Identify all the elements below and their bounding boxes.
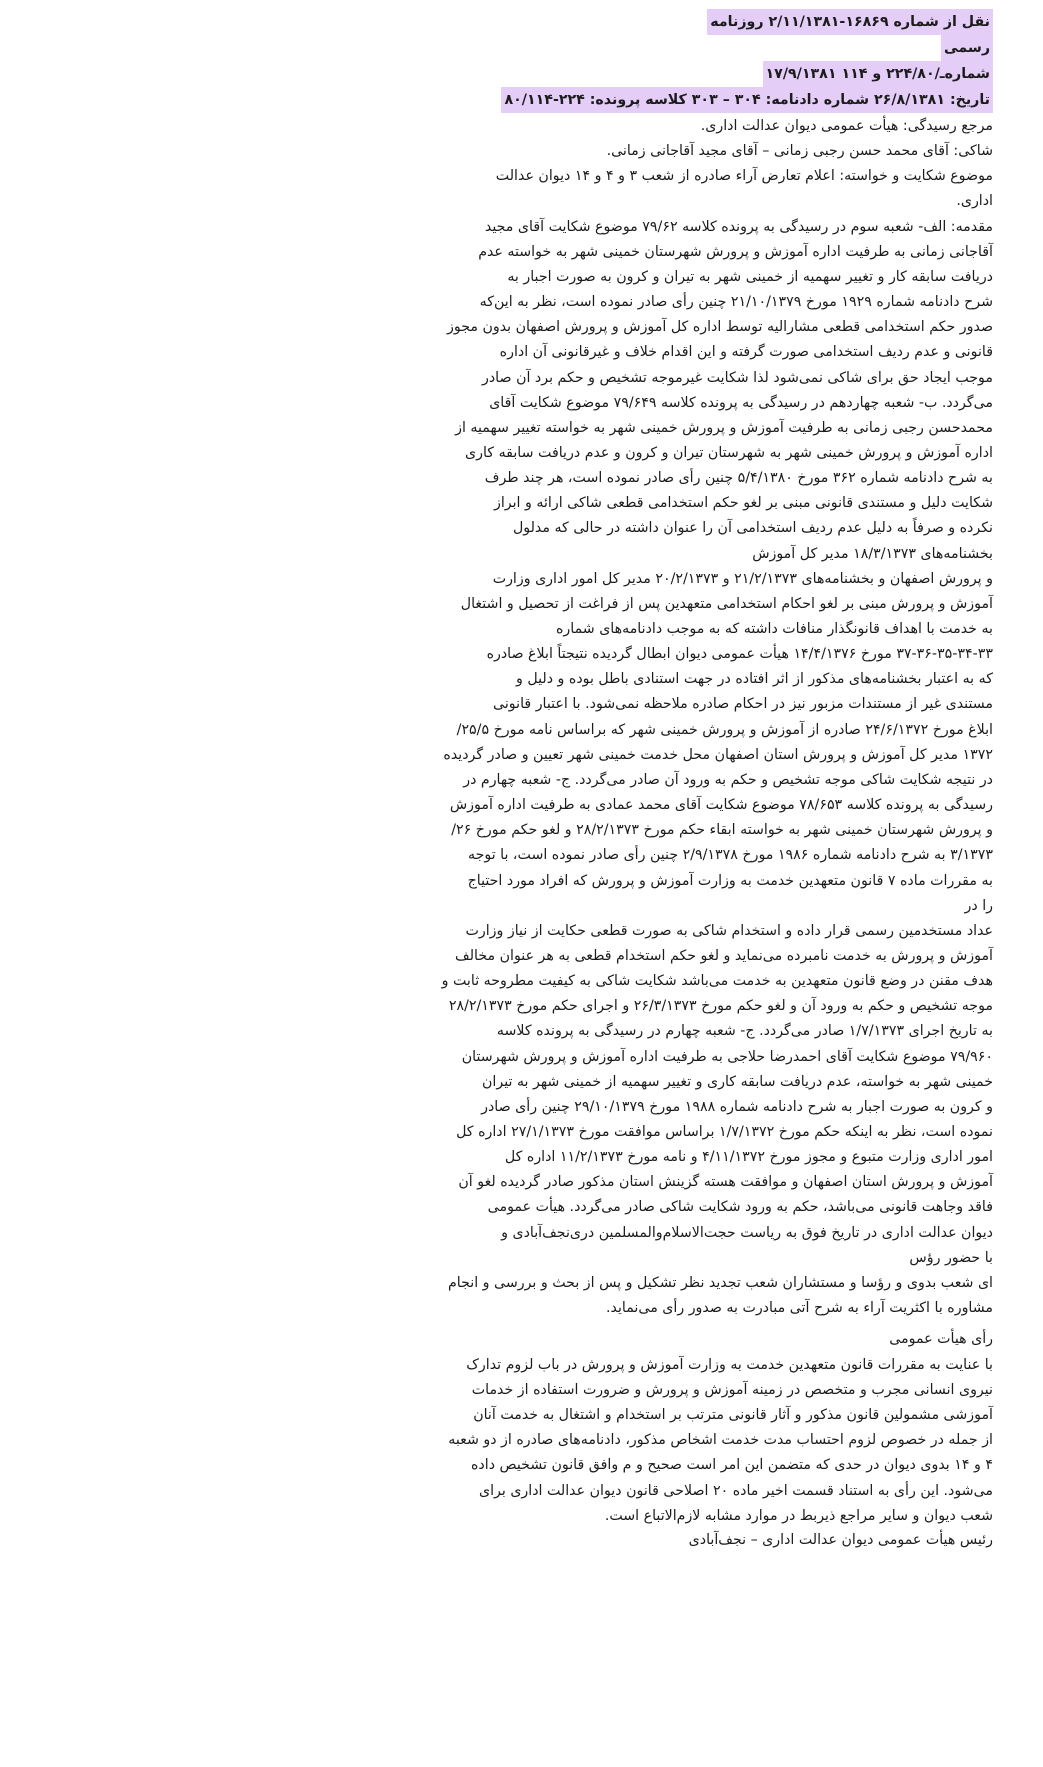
body-line: ای شعب بدوی و رؤسا و مستشاران شعب تجدید نظر تشکیل و پس از بحث و بررسی و انجام xyxy=(448,1275,993,1291)
ruling-title: رأی هیأت عمومی xyxy=(889,1331,993,1347)
body-line: موجب ایجاد حق برای شاکی نمی‌شود لذا شکایت غیرموجه تشخیص و حکم برد آن صادر xyxy=(482,370,993,386)
body-line: آقاجانی زمانی به طرفیت اداره آموزش و پرورش شهرستان خمینی شهر به خواسته عدم xyxy=(478,244,993,260)
body-line: به مقررات ماده ۷ قانون متعهدین خدمت به وزارت آموزش و پرورش که افراد مورد احتیاج xyxy=(467,873,993,889)
body-line: نکرده و صرفاً به دلیل عدم ردیف استخدامی آن را عنوان داشته در حالی که مدلول xyxy=(512,520,993,536)
body-line: اداری. xyxy=(956,193,993,209)
body-line: هدف مقنن در وضع قانون متعهدین به خدمت می‌باشد شکایت شاکی به کیفیت مطروحه ثابت و xyxy=(441,973,993,989)
ruling-line: آموزشی مشمولین قانون مذکور و آثار قانونی مترتب بر استخدام و اشتغال به خدمت آنان xyxy=(473,1407,993,1423)
body-line: فاقد وجاهت قانونی می‌باشد، حکم به ورود شکایت شاکی صادر می‌گردد. هیأت عمومی xyxy=(487,1199,993,1215)
body-line: مرجع رسیدگی: هیأت عمومی دیوان عدالت اداری. xyxy=(700,118,993,134)
body-line: در نتیجه شکایت شاکی موجه تشخیص و حکم به ورود آن صادر می‌گردد. ج- شعبه چهارم در xyxy=(463,772,993,788)
body-line: امور اداری وزارت متبوع و مجوز مورخ ۴/۱۱/۱۳۷۲ و نامه مورخ ۱۱/۲/۱۳۷۳ اداره کل xyxy=(504,1149,993,1165)
body-line: خمینی شهر به خواسته، عدم دریافت سابقه کاری و تغییر سهمیه از خمینی شهر به تیران xyxy=(482,1074,993,1090)
signature: رئیس هیأت عمومی دیوان عدالت اداری – نجف‌آبادی xyxy=(688,1532,993,1548)
body-line: آموزش و پرورش مبنی بر لغو احکام استخدامی متعهدین پس از فراغت از تحصیل و اشتغال xyxy=(460,596,993,612)
ruling-line: ۴ و ۱۴ بدوی دیوان در حدی که متضمن این امر است صحیح و م وافق قانون تشخیص داده xyxy=(471,1457,993,1473)
body-line: ۳/۱۳۷۳ به شرح دادنامه شماره ۱۹۸۶ مورخ ۲/۹/۱۳۷۸ چنین رأی صادر نموده است، با توجه xyxy=(467,847,993,863)
body-line: دریافت سابقه کار و تغییر سهمیه از خمینی شهر به تیران و کرون به صورت اجبار به xyxy=(507,269,993,285)
body-line: شاکی: آقای محمد حسن رجبی زمانی – آقای مجید آقاجانی زمانی. xyxy=(606,143,993,159)
body-line: مستندی غیر از مستندات مزبور نیز در احکام صادره ملاحظه نمی‌شود. با اعتبار قانونی xyxy=(493,696,993,712)
ruling-line: نیروی انسانی مجرب و متخصص در زمینه آموزش و پرورش و ضرورت استفاده از خدمات xyxy=(471,1382,993,1398)
body-line: صدور حکم استخدامی قطعی مشارالیه توسط اداره کل آموزش و پرورش اصفهان بدون مجوز xyxy=(447,319,993,335)
body-line: دیوان عدالت اداری در تاریخ فوق به ریاست حجت‌الاسلام‌والمسلمین دری‌نجف‌آبادی و xyxy=(501,1225,993,1241)
body-line: نموده است، نظر به اینکه حکم مورخ ۱/۷/۱۳۷۲ براساس موافقت مورخ ۲۷/۱/۱۳۷۳ اداره کل xyxy=(456,1124,993,1140)
body-line: محمدحسن رجبی زمانی به طرفیت آموزش و پرورش خمینی شهر به خواسته تغییر سهمیه از xyxy=(455,420,993,436)
body-line: مقدمه: الف- شعبه سوم در رسیدگی به پرونده کلاسه ۷۹/۶۲ موضوع شکایت آقای مجید xyxy=(484,219,993,235)
body-line: به شرح دادنامه شماره ۳۶۲ مورخ ۵/۴/۱۳۸۰ چنین رأی صادر نموده است، هر چند طرف xyxy=(484,470,993,486)
header-line-gazette: رسمی xyxy=(941,35,993,61)
header-line-numbers: شماره‌ـ/۲۲۴/۸۰ و ۱۱۴ ۱۷/۹/۱۳۸۱ xyxy=(763,61,993,87)
header-line-date-case: تاریخ: ۲۶/۸/۱۳۸۱ شماره دادنامه: ۳۰۴ – ۳۰۳ کلاسه پرونده: ۲۲۴-۸۰/۱۱۴ xyxy=(501,87,993,113)
body-line: بخشنامه‌های ۱۸/۳/۱۳۷۳ مدیر کل آموزش xyxy=(752,546,993,562)
body-line: به خدمت با اهداف قانونگذار منافات داشته که به موجب دادنامه‌های شماره xyxy=(555,621,993,637)
body-line: ۳۷-۳۶-۳۵-۳۴-۳۳ مورخ ۱۴/۴/۱۳۷۶ هیأت عمومی دیوان ابطال گردیده نتیجتاً ابلاغ صادره xyxy=(486,646,993,662)
body-line: می‌گردد. ب- شعبه چهاردهم در رسیدگی به پرونده کلاسه ۷۹/۶۴۹ موضوع شکایت آقای xyxy=(489,395,993,411)
body-line: موضوع شکایت و خواسته: اعلام تعارض آراء صادره از شعب ۳ و ۴ و ۱۴ دیوان عدالت xyxy=(495,168,993,184)
body-line: ۷۹/۹۶۰ موضوع شکایت آقای احمدرضا حلاجی به طرفیت اداره آموزش و پرورش شهرستان xyxy=(461,1049,993,1065)
body-line: ۱۳۷۲ مدیر کل آموزش و پرورش استان اصفهان محل خدمت خمینی شهر تعیین و صادر گردیده xyxy=(443,747,993,763)
body-line: و پرورش اصفهان و بخشنامه‌های ۲۱/۲/۱۳۷۳ و ۲۰/۲/۱۳۷۳ مدیر کل امور اداری وزارت xyxy=(492,571,993,587)
body-line: به تاریخ اجرای ۱/۷/۱۳۷۳ صادر می‌گردد. ج- شعبه چهارم در رسیدگی به پرونده کلاسه xyxy=(496,1023,993,1039)
body-line: موجه تشخیص و حکم به ورود آن و لغو حکم مورخ ۲۶/۳/۱۳۷۳ و اجرای حکم مورخ ۲۸/۲/۱۳۷۳ xyxy=(448,998,993,1014)
body-line: و کرون به صورت اجبار به شرح دادنامه شماره ۱۹۸۸ مورخ ۲۹/۱۰/۱۳۷۹ چنین رأی صادر xyxy=(481,1099,993,1115)
body-line: با حضور رؤس xyxy=(909,1250,993,1266)
body-line: و پرورش شهرستان خمینی شهر به خواسته ابقاء حکم مورخ ۲۸/۲/۱۳۷۳ و لغو حکم مورخ ۲۶/ xyxy=(451,822,993,838)
ruling-line: از جمله در خصوص لزوم احتساب مدت خدمت اشخاص مذکور، دادنامه‌های صادره از دو شعبه xyxy=(448,1432,993,1448)
ruling-line: با عنایت به مقررات قانون متعهدین خدمت به وزارت آموزش و پرورش در باب لزوم تدارک xyxy=(466,1357,993,1373)
header-line-source: نقل از شماره ۱۶۸۶۹-۲/۱۱/۱۳۸۱ روزنامه xyxy=(707,9,993,35)
body-line: که به اعتبار بخشنامه‌های مذکور از اثر افتاده در جهت استنادی باطل بوده و دلیل و xyxy=(515,671,993,687)
body-line: ابلاغ مورخ ۲۴/۶/۱۳۷۲ صادره از آموزش و پرورش خمینی شهر که براساس نامه مورخ ۲۵/۵/ xyxy=(456,722,993,738)
body-line: شکایت دلیل و مستندی قانونی مبنی بر لغو حکم استخدامی قطعی شاکی ارائه و ابراز xyxy=(493,495,993,511)
body-line: را در xyxy=(964,898,993,914)
body-line: قانونی و عدم ردیف استخدامی صورت گرفته و این اقدام خلاف و غیرقانونی آن اداره xyxy=(499,344,993,360)
body-line: رسیدگی به پرونده کلاسه ۷۸/۶۵۳ موضوع شکایت آقای محمد عمادی به طرفیت اداره آموزش xyxy=(449,797,993,813)
body-line: اداره آموزش و پرورش خمینی شهر به شهرستان تیران و کرون و عدم دریافت سابقه کاری xyxy=(465,445,993,461)
body-line: عداد مستخدمین رسمی قرار داده و استخدام شاکی به صورت قطعی حکایت از نیاز وزارت xyxy=(465,923,993,939)
ruling-line: می‌شود. این رأی به استناد قسمت اخیر ماده ۲۰ اصلاحی قانون دیوان عدالت اداری برای xyxy=(478,1483,993,1499)
body-line: آموزش و پرورش به خدمت نامبرده می‌نماید و لغو حکم استخدام قطعی به هر عنوان مخالف xyxy=(455,948,993,964)
body-line: آموزش و پرورش استان اصفهان و موافقت هسته گزینش استان مذکور صادر گردیده لغو آن xyxy=(458,1174,993,1190)
body-line: شرح دادنامه شماره ۱۹۲۹ مورخ ۲۱/۱۰/۱۳۷۹ چنین رأی صادر نموده است، نظر به این‌که xyxy=(479,294,993,310)
body-line: مشاوره با اکثریت آراء به شرح آتی مبادرت به صدور رأی می‌نماید. xyxy=(605,1300,993,1316)
ruling-line: شعب دیوان و سایر مراجع ذیربط در موارد مشابه لازم‌الاتباع است. xyxy=(604,1508,993,1524)
